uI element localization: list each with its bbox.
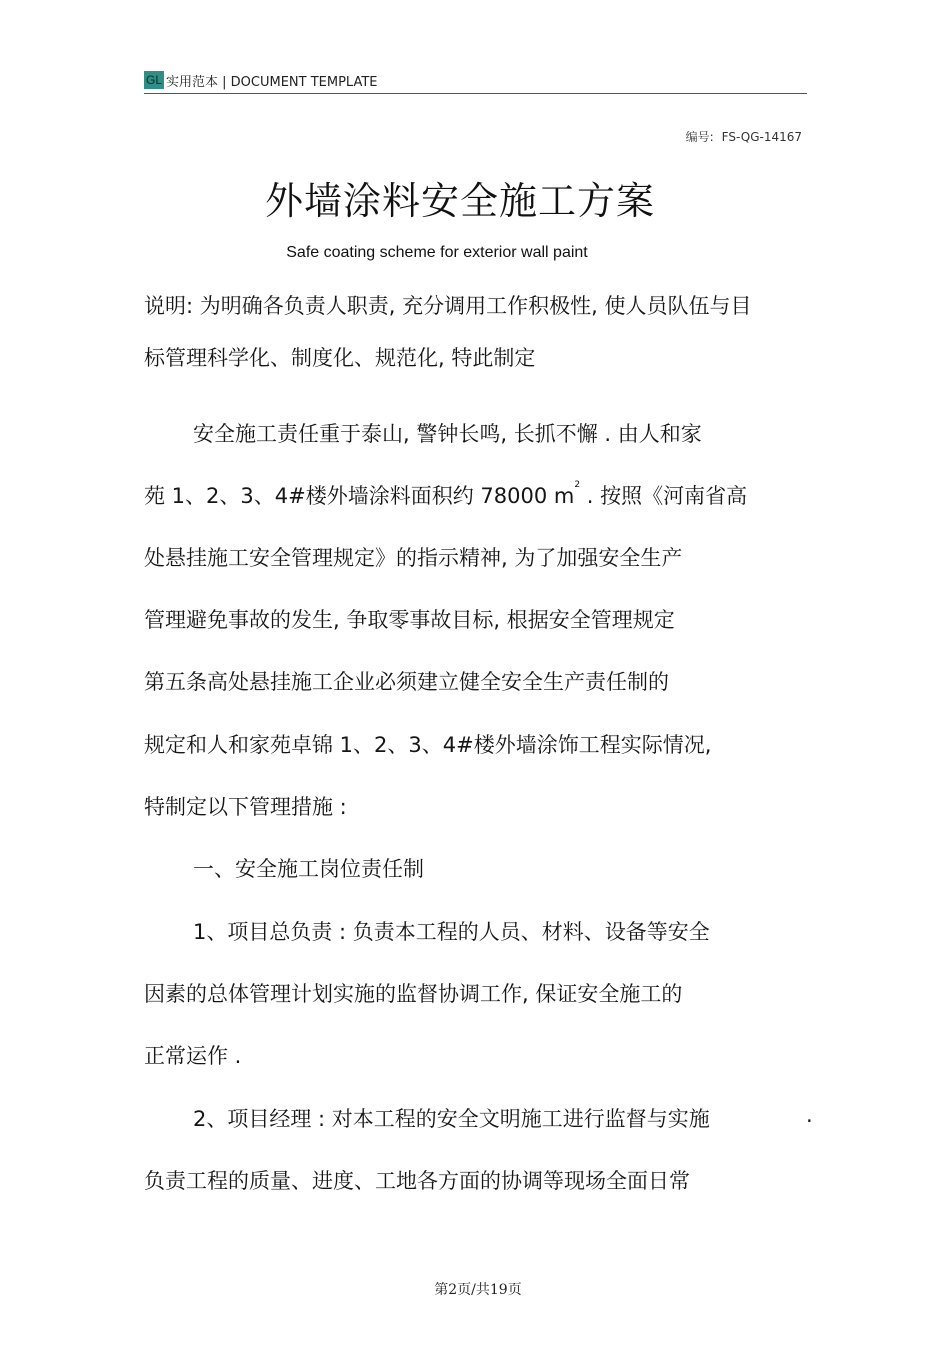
superscript-2: 2 bbox=[574, 480, 581, 490]
document-number bbox=[686, 128, 802, 145]
document-number-value: FS-QG-14167 bbox=[721, 130, 802, 144]
page-subtitle: Safe coating scheme for exterior wall paint bbox=[286, 244, 588, 261]
item-1-line-1: 1、项目总负责 : 负责本工程的人员、材料、设备等安全 bbox=[193, 920, 710, 944]
header-text: 实用范本 | DOCUMENT TEMPLATE bbox=[166, 74, 378, 90]
body-line-2: 苑 1、2、3、4#楼外墙涂料面积约 78000 $m^2$ . 按照《河南省高 bbox=[144, 480, 748, 508]
body-line-5: 第五条高处悬挂施工企业必须建立健全安全生产责任制的 bbox=[144, 670, 669, 694]
gl-logo-badge: GL bbox=[146, 73, 163, 87]
body-line-7: 特制定以下管理措施 : bbox=[144, 795, 347, 819]
body-line-3: 处悬挂施工安全管理规定》的指示精神, 为了加强安全生产 bbox=[144, 546, 683, 570]
body-line-4: 管理避免事故的发生, 争取零事故目标, 根据安全管理规定 bbox=[144, 608, 675, 632]
item-2-trailing-dot: . bbox=[806, 1103, 813, 1127]
document-header bbox=[144, 70, 378, 90]
page-title: 外墙涂料安全施工方案 bbox=[264, 179, 655, 223]
item-1-line-3: 正常运作 . bbox=[144, 1044, 242, 1068]
header-divider bbox=[144, 93, 807, 94]
item-2-line-1: 2、项目经理 : 对本工程的安全文明施工进行监督与实施 bbox=[193, 1107, 710, 1131]
document-number-label: 编号: bbox=[685, 130, 714, 144]
description-line-1: 说明: 为明确各负责人职责, 充分调用工作积极性, 使人员队伍与目 bbox=[144, 294, 752, 318]
page-footer: 第2页/共19页 bbox=[434, 1282, 522, 1298]
body-line-1: 安全施工责任重于泰山, 警钟长鸣, 长抓不懈 . 由人和家 bbox=[193, 422, 702, 446]
item-2-line-2: 负责工程的质量、进度、工地各方面的协调等现场全面日常 bbox=[144, 1169, 690, 1193]
description-line-2: 标管理科学化、制度化、规范化, 特此制定 bbox=[144, 346, 536, 370]
body-line-6: 规定和人和家苑卓锦 1、2、3、4#楼外墙涂饰工程实际情况, bbox=[144, 733, 712, 757]
section-heading-1: 一、安全施工岗位责任制 bbox=[193, 857, 424, 881]
item-1-line-2: 因素的总体管理计划实施的监督协调工作, 保证安全施工的 bbox=[144, 982, 683, 1006]
